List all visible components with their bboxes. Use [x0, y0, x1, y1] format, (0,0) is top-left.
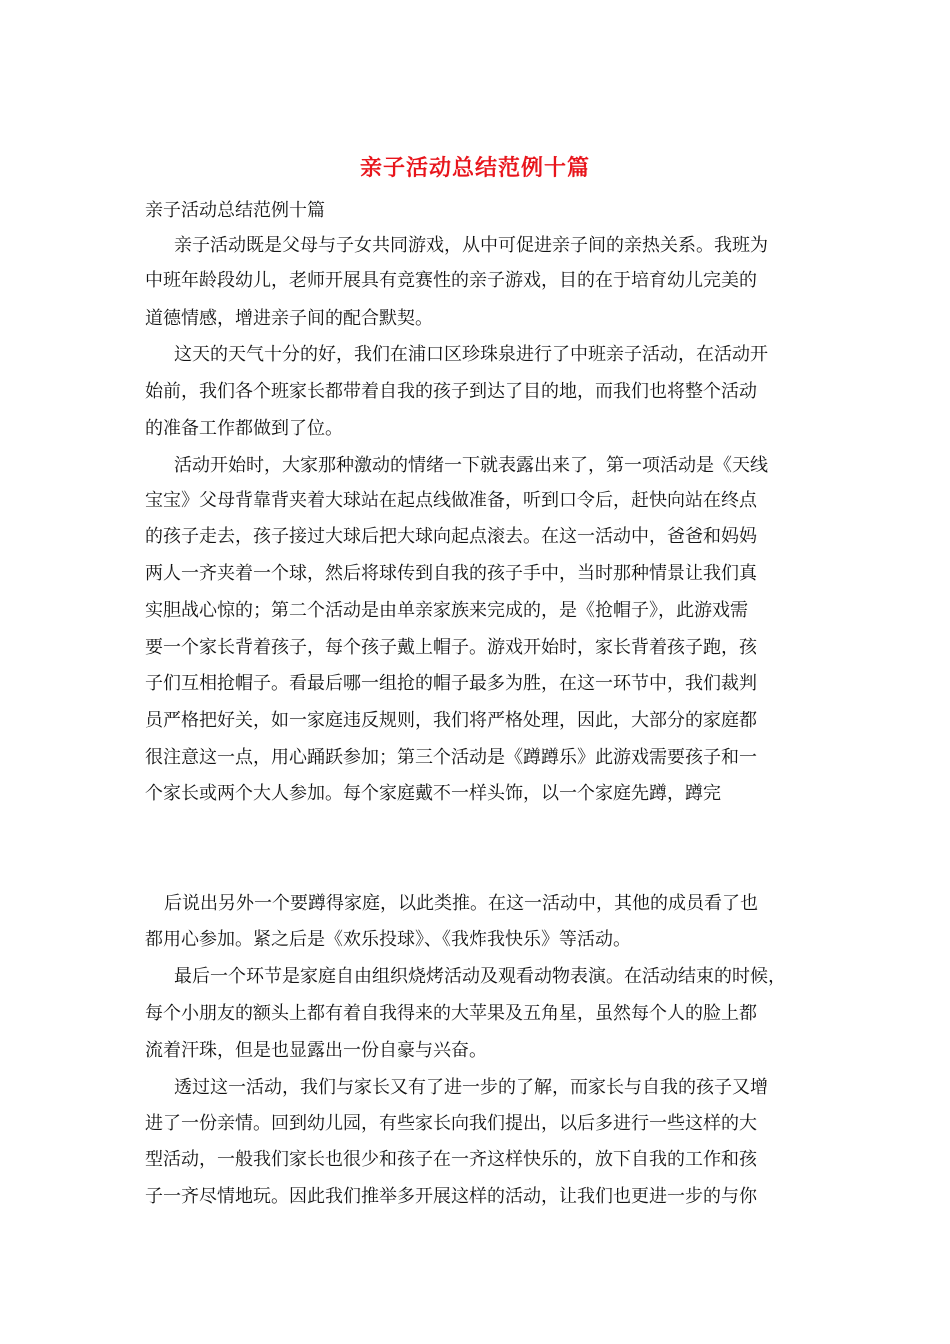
document-title: 亲子活动总结范例十篇 — [359, 155, 590, 181]
document-page: 亲子活动总结范例十篇 亲子活动总结范例十篇 亲子活动既是父母与子女共同游戏，从中可促进亲子间的亲热关系。我班为 中班年龄段幼儿，老师开展具有竞赛性的亲子游戏，目的在于培育幼儿完美的 道德情感，增进亲子间的配合默契。 这天的天气十分的好，我们在浦口区珍珠泉进行了中班亲子活动，在活动开 始前，我们各个班家长都带着自我的孩子到达了目的地，而我们也将整个活动 的准备工作都做到了位。 活动开始时，大家那种激动的情绪一下就表露出来了，第一项活动是《天线 宝宝》父母背靠背夹着大球站在起点线做准备，听到口令后，赶快向站在终点 的孩子走去，孩子接过大球后把大球向起点滚去。在这一活动中，爸爸和妈妈 两人一齐夹着一个球，然后将球传到自我的孩子手中，当时那种情景让我们真 实胆战心惊的；第二个活动是由单亲家族来完成的，是《抢帽子》，此游戏需 要一个家长背着孩子，每个孩子戴上帽子。游戏开始时，家长背着孩子跑，孩 子们互相抢帽子。看最后哪一组抢的帽子最多为胜，在这一环节中，我们裁判 员严格把好关，如一家庭违反规则，我们将严格处理，因此，大部分的家庭都 很注意这一点，用心踊跃参加；第三个活动是《蹲蹲乐》此游戏需要孩子和一 个家长或两个大人参加。每个家庭戴不一样头饰，以一个家庭先蹲，蹲完 后说出另外一个要蹲得家庭，以此类推。在这一活动中，其他的成员看了也 都用心参加。紧之后是《欢乐投球》、《我炸我快乐》等活动。 最后一个环节是家庭自由组织烧烤活动及观看动物表演。在活动结束的时候， 每个小朋友的额头上都有着自我得来的大苹果及五角星，虽然每个人的脸上都 流着汗珠，但是也显露出一份自豪与兴奋。 透过这一活动，我们与家长又有了进一步的了解，而家长与自我的孩子又增 进了一份亲情。回到幼儿园，有些家长向我们提出，以后多进行一些这样的大 型活动，一般我们家长也很少和孩子在一齐这样快乐的，放下自我的工作和孩 子一齐尽情地玩。因此我们推举多开展这样的活动，让我们也更进一步的与你 — [0, 0, 950, 1344]
